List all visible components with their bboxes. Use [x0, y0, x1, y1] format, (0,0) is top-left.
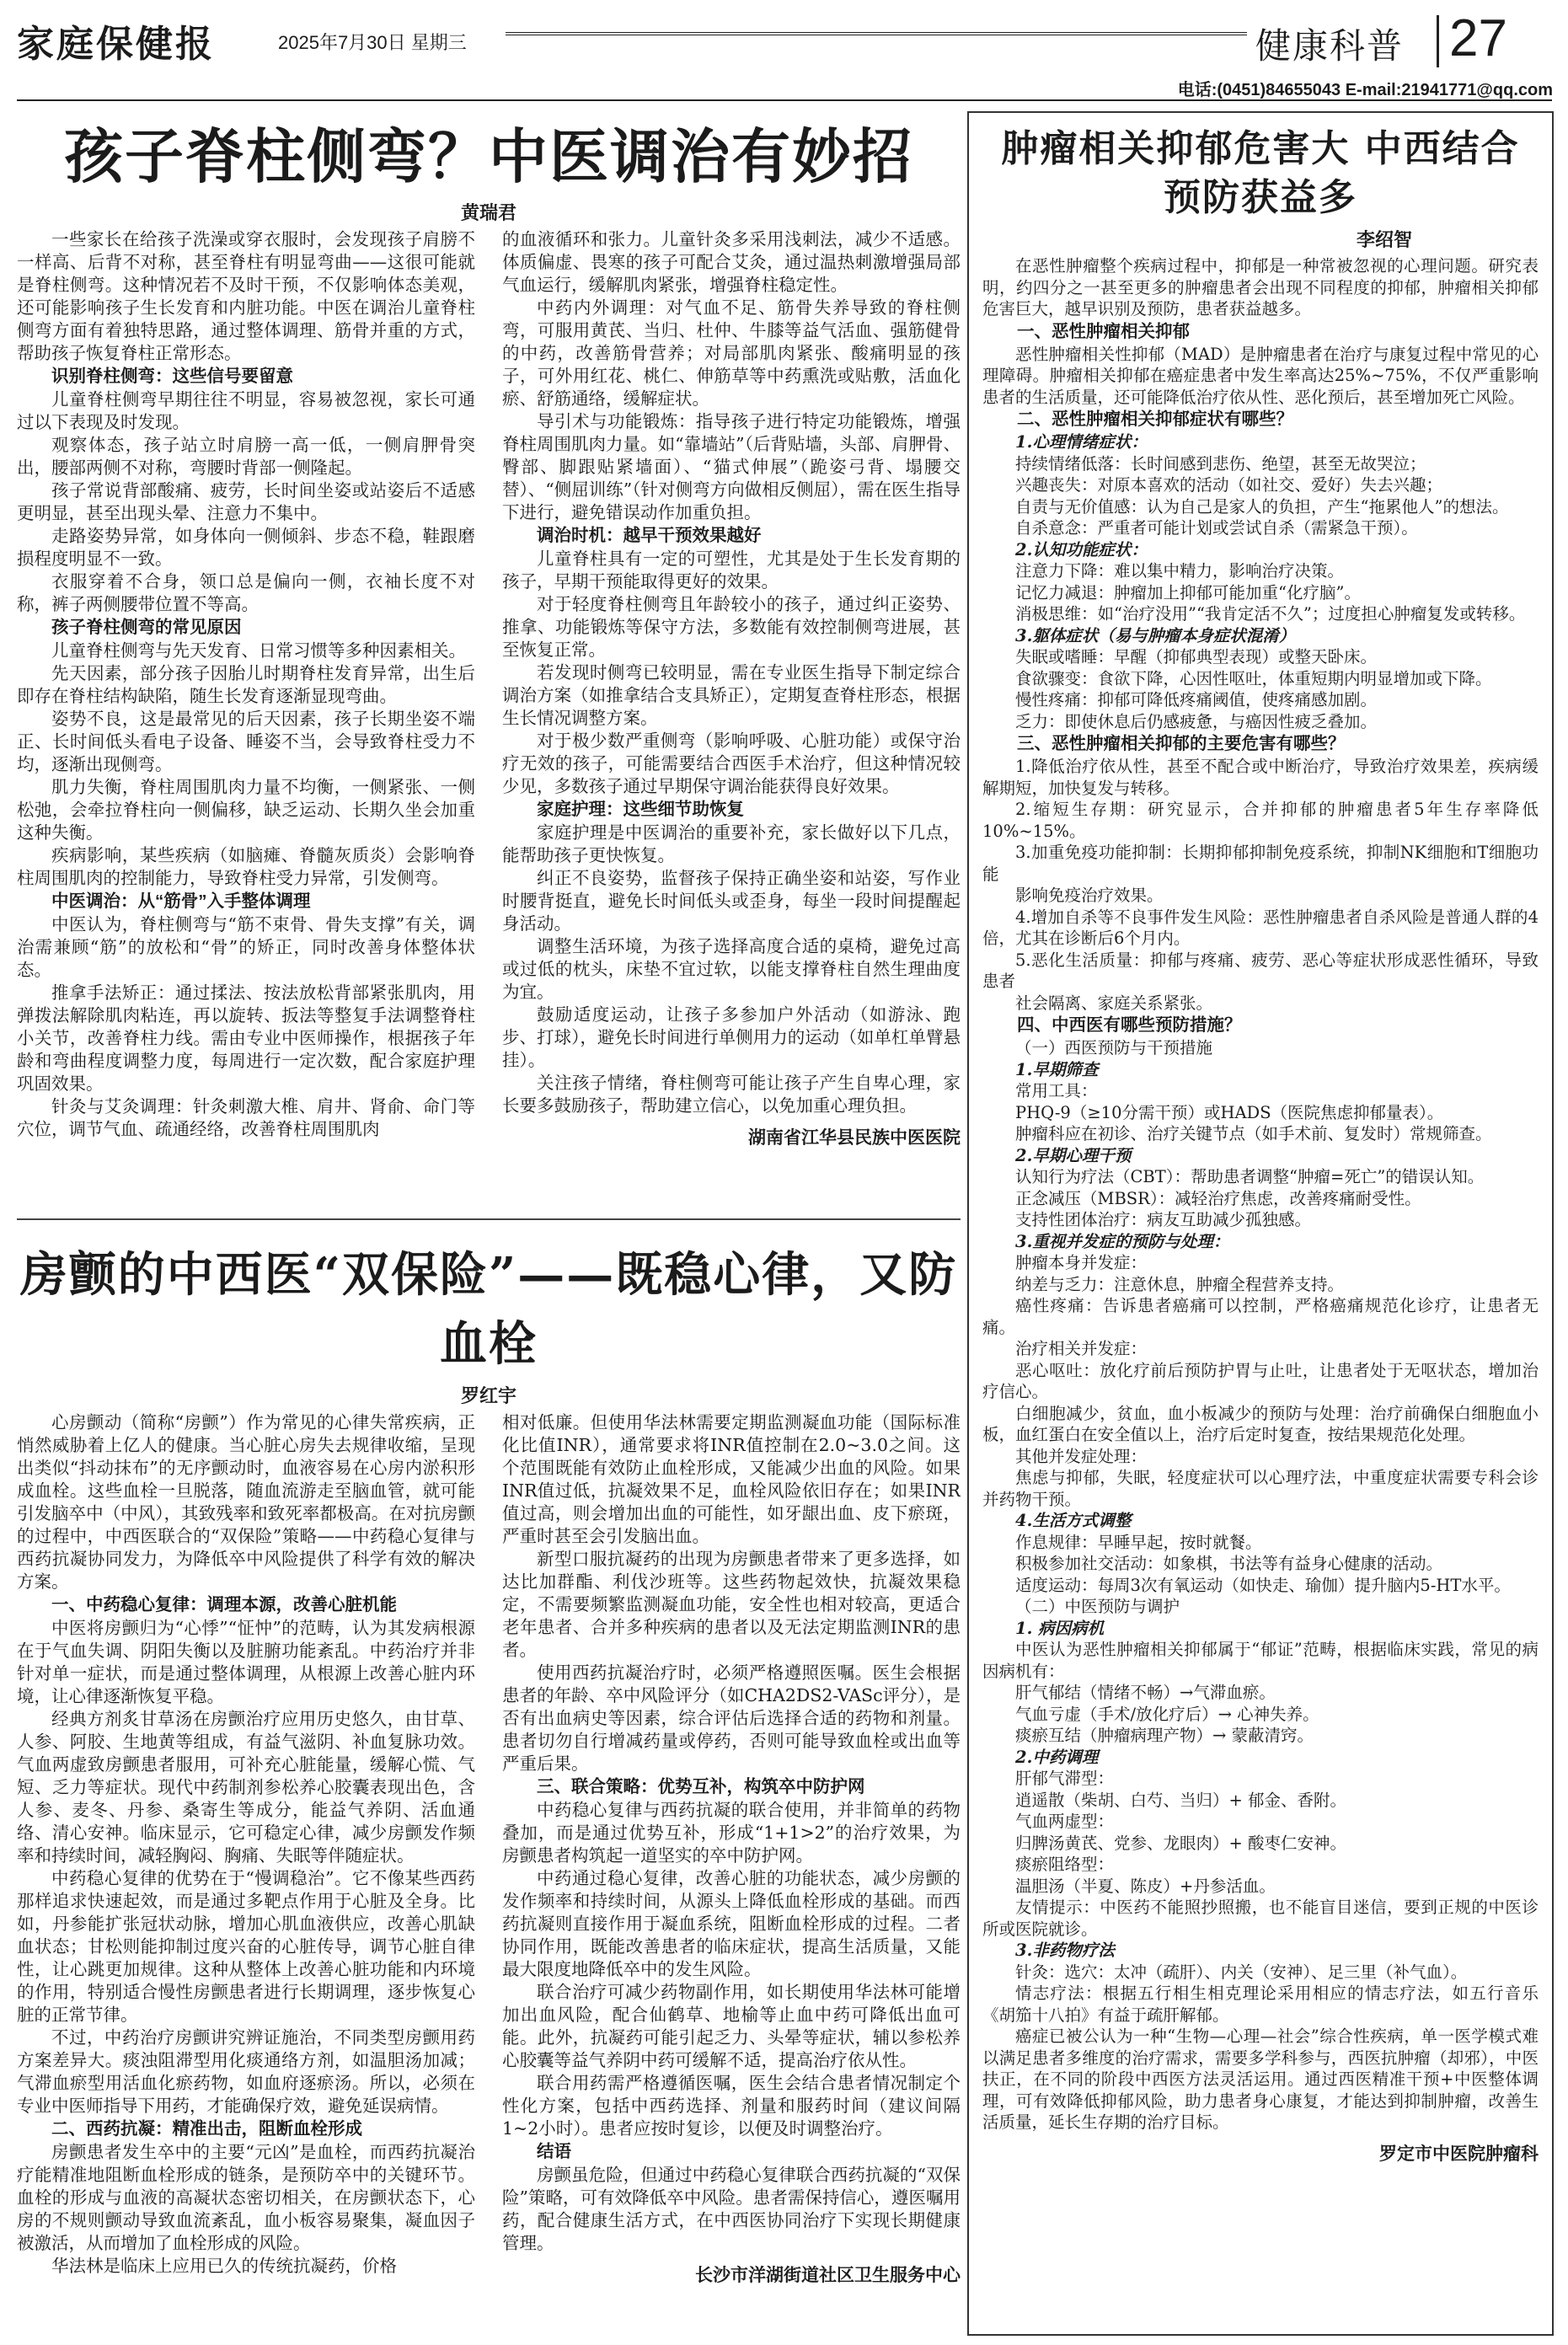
section-heading: 四、中西医有哪些预防措施？ — [1017, 1015, 1242, 1035]
article-scoliosis — [17, 111, 961, 1207]
paragraph: 先天因素，部分孩子因胎儿时期脊柱发育异常，出生后即存在脊柱结构缺陷，随生长发育逐渐显现弯曲。 — [17, 663, 475, 706]
paragraph: 肝气郁结（情绪不畅）→气滞血瘀。 — [1015, 1683, 1276, 1702]
paragraph: 不过，中药治疗房颤讲究辨证施治，不同类型房颤用药方案差异大。痰浊阻滞型用化痰通络方剂，如温胆汤加减；气滞血瘀型用活血化瘀药物，如血府逐瘀汤。所以，必须在专业中医师指导下用药，才能确保疗效，避免延误病情。 — [17, 2027, 475, 2116]
paragraph: 中医将房颤归为“心悸”“怔忡”的范畴，认为其发病根源在于气血失调、阴阳失衡以及脏腑功能紊乱。中药治疗并非针对单一症状，而是通过整体调理，从根源上改善心脏内环境，让心律逐渐恢复平稳。 — [17, 1618, 475, 1706]
subsection-heading: 3.重视并发症的预防与处理： — [1015, 1231, 1230, 1251]
article-headline: 房颤的中西医“双保险”——既稳心律，又防血栓 — [19, 1247, 958, 1372]
paragraph: 食欲骤变：食欲下降，心因性呕吐，体重短期内明显增加或下降。 — [1015, 668, 1492, 688]
subsection-heading: 1. 病因病机 — [1015, 1618, 1105, 1638]
article-tumor-depression — [967, 111, 1554, 2336]
section-heading: 结语 — [537, 2142, 571, 2161]
article-body — [982, 255, 1539, 2166]
paragraph: 中药内外调理：对气血不足、筋骨失养导致的脊柱侧弯，可服用黄芪、当归、杜仲、牛膝等益气活血、强筋健骨的中药，改善筋骨营养；对局部肌肉紧张、酸痛明显的孩子，可外用红花、桃仁、伸筋草等中药熏洗或贴敷，活血化瘀、舒筋通络，缓解症状。 — [502, 297, 961, 409]
paragraph: 对于极少数严重侧弯（影响呼吸、心脏功能）或保守治疗无效的孩子，可能需要结合西医手术治疗，但这种情况较少见，多数孩子通过早期保守调治能获得良好效果。 — [502, 731, 961, 796]
article-author: 黄瑞君 — [460, 202, 516, 223]
paragraph: 针灸与艾灸调理：针灸刺激大椎、肩井、肾俞、命门等穴位，调节气血、疏通经络，改善脊柱周围肌肉 — [17, 1096, 475, 1139]
paragraph: 肿瘤科应在初诊、治疗关键节点（如手术前、复发时）常规筛查。 — [1015, 1124, 1492, 1143]
paragraph: 使用西药抗凝治疗时，必须严格遵照医嘱。医生会根据患者的年龄、卒中风险评分（如CHA2DS2-VASc评分），是否有出血病史等因素，综合评估后选择合适的药物和剂量。患者切勿自行增减药量或停药，否则可能导致血栓或出血等严重后果。 — [502, 1662, 961, 1774]
paragraph: 经典方剂炙甘草汤在房颤治疗应用历史悠久，由甘草、人参、阿胶、生地黄等组成，有益气滋阴、补血复脉功效。气血两虚致房颤患者服用，可补充心脏能量，缓解心慌、气短、乏力等症状。现代中药制剂参松养心胶囊表现出色，含人参、麦冬、丹参、桑寄生等成分，能益气养阴、活血通络、清心安神。临床显示，它可稳定心律，减少房颤发作频率和持续时间，减轻胸闷、胸痛、失眠等伴随症状。 — [17, 1709, 475, 1866]
paragraph: 癌性疼痛：告诉患者癌痛可以控制，严格癌痛规范化诊疗，让患者无痛。 — [982, 1296, 1539, 1337]
paragraph: 关注孩子情绪，脊柱侧弯可能让孩子产生自卑心理，家长要多鼓励孩子，帮助建立信心，以免加重心理负担。 — [502, 1073, 961, 1116]
paragraph: 衣服穿着不合身，领口总是偏向一侧，衣袖长度不对称，裤子两侧腰带位置不等高。 — [17, 571, 475, 614]
paragraph: （一）西医预防与干预措施 — [1015, 1038, 1213, 1057]
author-organization: 罗定市中医院肿瘤科 — [1379, 2144, 1539, 2164]
paragraph: 肿瘤本身并发症： — [1015, 1253, 1148, 1272]
subsection-heading: 2.认知功能症状： — [1015, 539, 1148, 559]
paragraph: 华法林是临床上应用已久的传统抗凝药，价格 — [51, 2256, 397, 2276]
paragraph: 影响免疫治疗效果。 — [1015, 886, 1164, 905]
subsection-heading: 1.心理情绪症状： — [1015, 432, 1148, 452]
masthead-bottom-rule — [17, 99, 1552, 101]
section-heading: 二、西药抗凝：精准出击，阻断血栓形成 — [51, 2119, 362, 2139]
page-number: 27 — [1449, 9, 1507, 67]
article-column-left — [17, 228, 475, 1149]
section-heading: 三、联合策略：优势互补，构筑卒中防护网 — [537, 1777, 865, 1796]
paragraph: 新型口服抗凝药的出现为房颤患者带来了更多选择，如达比加群酯、利伐沙班等。这些药物起效快，抗凝效果稳定，不需要频繁监测凝血功能，安全性也相对较高，更适合老年患者、合并多种疾病的患者以及无法定期监测INR的患者。 — [502, 1549, 961, 1660]
paragraph: 痰瘀阻络型： — [1015, 1855, 1115, 1874]
paragraph: 中医认为恶性肿瘤相关抑郁属于“郁证”范畴，根据临床实践，常见的病因病机有： — [982, 1640, 1539, 1681]
paragraph: 情志疗法：根据五行相生相克理论采用相应的情志疗法，如五行音乐《胡笳十八拍》有益于疏肝解郁。 — [982, 1984, 1539, 2025]
paragraph: 自责与无价值感：认为自己是家人的负担，产生“拖累他人”的想法。 — [1015, 496, 1509, 517]
article-author: 李绍智 — [1356, 229, 1412, 250]
paragraph: 中药稳心复律的优势在于“慢调稳治”。它不像某些西药那样追求快速起效，而是通过多靶点作用于心脏及全身。比如，丹参能扩张冠状动脉，增加心肌血液供应，改善心肌缺血状态；甘松则能抑制过度兴奋的心脏传导，调节心脏自律性，让心跳更加规律。这种从整体上改善心脏功能和内环境的作用，特别适合慢性房颤患者进行长期调理，逐步恢复心脏的正常节律。 — [17, 1868, 475, 2025]
paragraph: 儿童脊柱侧弯与先天发育、日常习惯等多种因素相关。 — [51, 640, 466, 661]
paragraph: 肌力失衡，脊柱周围肌肉力量不均衡，一侧紧张、一侧松弛，会牵拉脊柱向一侧偏移，缺乏运动、长期久坐会加重这种失衡。 — [17, 777, 475, 843]
paragraph: 恶心呕吐：放化疗前后预防护胃与止吐，让患者处于无呕状态，增加治疗信心。 — [982, 1360, 1539, 1401]
subsection-heading: 3.躯体症状（易与肿瘤本身症状混淆） — [1015, 625, 1296, 645]
paragraph: 肝郁气滞型： — [1015, 1769, 1115, 1788]
article-headline: 肿瘤相关抑郁危害大 中西结合预防获益多 — [1001, 127, 1520, 219]
paragraph: 注意力下降：难以集中精力，影响治疗决策。 — [1015, 561, 1345, 581]
paragraph: 失眠或嗜睡：早醒（抑郁典型表现）或整天卧床。 — [1015, 647, 1378, 667]
section-heading: 家庭护理：这些细节助恢复 — [537, 800, 744, 819]
paragraph: 慢性疼痛：抑郁可降低疼痛阈值，使疼痛感加剧。 — [1015, 690, 1378, 709]
subsection-heading: 3.非药物疗法 — [1015, 1941, 1115, 1960]
paragraph: 自杀意念：严重者可能计划或尝试自杀（需紧急干预）。 — [1015, 518, 1418, 538]
masthead — [0, 0, 1568, 101]
subsection-heading: 2.早期心理干预 — [1015, 1145, 1132, 1165]
article-headline: 孩子脊柱侧弯？中医调治有妙招 — [64, 121, 913, 191]
paragraph: 焦虑与抑郁，失眠，轻度症状可以心理疗法，中重度症状需要专科会诊并药物干预。 — [982, 1468, 1539, 1509]
paragraph: 支持性团体治疗：病友互助减少孤独感。 — [1015, 1210, 1312, 1229]
article-separator — [17, 1218, 961, 1220]
article-column-right — [502, 228, 961, 1149]
article-column-right — [502, 1411, 961, 2287]
paragraph: 归脾汤黄芪、党参、龙眼肉）+ 酸枣仁安神。 — [1015, 1833, 1347, 1853]
paragraph: 联合治疗可减少药物副作用，如长期使用华法林可能增加出血风险，配合仙鹤草、地榆等止血中药可降低出血可能。此外，抗凝药可能引起乏力、头晕等症状，辅以参松养心胶囊等益气养阴中药可缓解不适，提高治疗依从性。 — [502, 1982, 961, 2070]
subsection-heading: 1.早期筛查 — [1015, 1059, 1099, 1079]
paragraph: 3.加重免疫功能抑制：长期抑郁抑制免疫系统，抑制NK细胞和T细胞功能 — [982, 843, 1539, 884]
paragraph: 的血液循环和张力。儿童针灸多采用浅刺法，减少不适感。体质偏虚、畏寒的孩子可配合艾灸，通过温热刺激增强局部气血运行，缓解肌肉紧张，增强脊柱稳定性。 — [502, 229, 961, 295]
paragraph: 家庭护理是中医调治的重要补充，家长做好以下几点，能帮助孩子更快恢复。 — [502, 822, 961, 865]
section-heading: 中医调治：从“筋骨”入手整体调理 — [51, 891, 311, 911]
masthead-rule — [506, 32, 1247, 35]
issue-date: 2025年7月30日 星期三 — [278, 32, 467, 53]
section-heading: 孩子脊柱侧弯的常见原因 — [51, 618, 242, 637]
article-author: 罗红宇 — [460, 1385, 516, 1406]
author-organization: 湖南省江华县民族中医医院 — [748, 1128, 961, 1148]
paragraph: 中药稳心复律与西药抗凝的联合使用，并非简单的药物叠加，而是通过优势互补，形成“1+1>2”的治疗效果，为房颤患者构筑起一道坚实的卒中防护网。 — [502, 1800, 961, 1866]
paragraph: 乏力：即使休息后仍感疲惫，与癌因性疲乏叠加。 — [1015, 711, 1378, 731]
paragraph: 癌症已被公认为一种“生物—心理—社会”综合性疾病，单一医学模式难以满足患者多维度的治疗需求，需要多学科参与，西医抗肿瘤（却邪），中医扶正，在不同的阶段中西医方法灵活运用。通过西医精准干预+中医整体调理，可有效降低抑郁风险，助力患者身心康复，才能达到抑制肿瘤，改善生活质量，延长生存期的治疗目标。 — [982, 2026, 1539, 2132]
paragraph: 相对低廉。但使用华法林需要定期监测凝血功能（国际标准化比值INR），通常要求将INR值控制在2.0~3.0之间。这个范围既能有效防止血栓形成，又能减少出血的风险。如果INR值过低，抗凝效果不足，血栓风险依旧存在；如果INR值过高，则会增加出血的可能性，如牙龈出血、皮下瘀斑，严重时甚至会引发脑出血。 — [502, 1412, 961, 1546]
paragraph: 纳差与乏力：注意休息，肿瘤全程营养支持。 — [1015, 1274, 1345, 1294]
paragraph: 适度运动：每周3次有氧运动（如快走、瑜伽）提升脑内5-HT水平。 — [1015, 1575, 1511, 1595]
paragraph: PHQ-9（≥10分需干预）或HADS（医院焦虑抑郁量表）。 — [1015, 1102, 1444, 1122]
paragraph: 儿童脊柱具有一定的可塑性，尤其是处于生长发育期的孩子，早期干预能取得更好的效果。 — [502, 549, 961, 592]
section-heading: 一、恶性肿瘤相关抑郁 — [1017, 321, 1190, 341]
paragraph: 观察体态，孩子站立时肩膀一高一低，一侧肩胛骨突出，腰部两侧不对称，弯腰时背部一侧隆起。 — [17, 435, 475, 478]
paragraph: 2.缩短生存期：研究显示，合并抑郁的肿瘤患者5年生存率降低10%~15%。 — [982, 800, 1539, 841]
paragraph: 逍遥散（柴胡、白芍、当归）+ 郁金、香附。 — [1015, 1790, 1347, 1810]
paragraph: 在恶性肿瘤整个疾病过程中，抑郁是一种常被忽视的心理问题。研究表明，约四分之一甚至更多的肿瘤患者会出现不同程度的抑郁，肿瘤相关抑郁危害巨大，越早识别及预防，患者获益越多。 — [982, 256, 1539, 319]
paragraph: 纠正不良姿势，监督孩子保持正确坐姿和站姿，写作业时腰背挺直，避免长时间低头或歪身，每坐一段时间提醒起身活动。 — [502, 868, 961, 934]
paragraph: 积极参加社交活动：如象棋，书法等有益身心健康的活动。 — [1015, 1554, 1443, 1573]
paragraph: 儿童脊柱侧弯早期往往不明显，容易被忽视，家长可通过以下表现及时发现。 — [17, 389, 475, 432]
paragraph: 中药通过稳心复律，改善心脏的功能状态，减少房颤的发作频率和持续时间，从源头上降低血栓形成的基础。而西药抗凝则直接作用于凝血系统，阻断血栓形成的过程。二者协同作用，既能改善患者的临床症状，提高生活质量，又能最大限度地降低卒中的发生风险。 — [502, 1868, 961, 1979]
section-heading: 调治时机：越早干预效果越好 — [537, 526, 762, 545]
paragraph: 对于轻度脊柱侧弯且年龄较小的孩子，通过纠正姿势、推拿、功能锻炼等保守方法，多数能有效控制侧弯进展，甚至恢复正常。 — [502, 594, 961, 660]
paragraph: 温胆汤（半夏、陈皮）+丹参活血。 — [1015, 1876, 1276, 1896]
paragraph: 兴趣丧失：对原本喜欢的活动（如社交、爱好）失去兴趣； — [1015, 475, 1443, 495]
section-title: 健康科普 — [1255, 25, 1405, 67]
paragraph: 一些家长在给孩子洗澡或穿衣服时，会发现孩子肩膀不一样高、后背不对称，甚至脊柱有明显弯曲——这很可能就是脊柱侧弯。这种情况若不及时干预，不仅影响体态美观，还可能影响孩子生长发育和内脏功能。中医在调治儿童脊柱侧弯方面有着独特思路，通过整体调理、筋骨并重的方式，帮助孩子恢复脊柱正常形态。 — [17, 229, 475, 363]
paragraph: 房颤虽危险，但通过中药稳心复律联合西药抗凝的“双保险”策略，可有效降低卒中风险。患者需保持信心，遵医嘱用药，配合健康生活方式，在中西医协同治疗下实现长期健康管理。 — [502, 2165, 961, 2253]
paragraph: 中医认为，脊柱侧弯与“筋不束骨、骨失支撑”有关，调治需兼顾“筋”的放松和“骨”的矫正，同时改善身体整体状态。 — [17, 914, 475, 980]
paragraph: 其他并发症处理： — [1015, 1446, 1148, 1466]
paragraph: 鼓励适度运动，让孩子多参加户外活动（如游泳、跑步、打球），避免长时间进行单侧用力的运动（如单杠单臂悬挂）。 — [502, 1004, 961, 1070]
paragraph: 调整生活环境，为孩子选择高度合适的桌椅，避免过高或过低的枕头，床垫不宜过软，以能支撑脊柱自然生理曲度为宜。 — [502, 936, 961, 1002]
paragraph: 房颤患者发生卒中的主要“元凶”是血栓，而西药抗凝治疗能精准地阻断血栓形成的链条，是预防卒中的关键环节。血栓的形成与血液的高凝状态密切相关，在房颤状态下，心房的不规则颤动导致血流紊乱，血小板容易聚集，凝血因子被激活，从而增加了血栓形成的风险。 — [17, 2142, 475, 2253]
paragraph: 4.增加自杀等不良事件发生风险：恶性肿瘤患者自杀风险是普通人群的4倍，尤其在诊断后6个月内。 — [982, 907, 1539, 948]
paragraph: 友情提示：中医药不能照抄照搬，也不能盲目迷信，要到正规的中医诊所或医院就诊。 — [982, 1898, 1539, 1939]
paragraph: 1.降低治疗依从性，甚至不配合或中断治疗，导致治疗效果差，疾病缓解期短，加快复发与转移。 — [982, 757, 1539, 798]
paragraph: 正念减压（MBSR）：减轻治疗焦虑，改善疼痛耐受性。 — [1015, 1188, 1421, 1208]
section-heading: 二、恶性肿瘤相关抑郁症状有哪些？ — [1017, 410, 1293, 429]
paragraph: 气血亏虚（手术/放化疗后）→ 心神失养。 — [1015, 1704, 1319, 1724]
paragraph: 常用工具： — [1015, 1081, 1098, 1100]
paragraph: 痰瘀互结（肿瘤病理产物）→ 蒙蔽清窍。 — [1015, 1726, 1314, 1745]
paragraph: 社会隔离、家庭关系紧张。 — [1015, 993, 1213, 1013]
paragraph: 推拿手法矫正：通过揉法、按法放松背部紧张肌肉，用弹拨法解除肌肉粘连，再以旋转、扳法等整复手法调整脊柱小关节，改善脊柱力线。需由专业中医师操作，根据孩子年龄和弯曲程度调整力度，每周进行一定次数，配合家庭护理巩固效果。 — [17, 982, 475, 1094]
paragraph: 白细胞减少，贫血，血小板减少的预防与处理：治疗前确保白细胞血小板，血红蛋白在安全值以上，治疗后定时复查，按结果规范化处理。 — [982, 1403, 1539, 1444]
subsection-heading: 4.生活方式调整 — [1015, 1511, 1132, 1530]
paragraph: 导引术与功能锻炼：指导孩子进行特定功能锻炼，增强脊柱周围肌肉力量。如“靠墙站”（后背贴墙，头部、肩胛骨、臀部、脚跟贴紧墙面）、“猫式伸展”（跪姿弓背、塌腰交替）、“侧屈训练”（针对侧弯方向做相反侧屈），需在医生指导下进行，避免错误动作加重负担。 — [502, 411, 961, 522]
masthead-divider — [1437, 15, 1439, 67]
paragraph: 联合用药需严格遵循医嘱，医生会结合患者情况制定个性化方案，包括中西药选择、剂量和服药时间（建议间隔1~2小时）。患者应按时复诊，以便及时调整治疗。 — [502, 2073, 961, 2139]
newspaper-name: 家庭保健报 — [17, 23, 215, 66]
paragraph: 作息规律：早睡早起，按时就餐。 — [1015, 1532, 1262, 1552]
paragraph: 认知行为疗法（CBT）：帮助患者调整“肿瘤=死亡”的错误认知。 — [1015, 1167, 1485, 1186]
subsection-heading: 2.中药调理 — [1015, 1747, 1099, 1767]
paragraph: 气血两虚型： — [1015, 1812, 1115, 1831]
section-heading: 一、中药稳心复律：调理本源，改善心脏机能 — [51, 1595, 397, 1614]
paragraph: 5.恶化生活质量：抑郁与疼痛、疲劳、恶心等症状形成恶性循环，导致患者 — [982, 950, 1539, 991]
paragraph: 若发现时侧弯已较明显，需在专业医生指导下制定综合调治方案（如推拿结合支具矫正），定期复查脊柱形态，根据生长情况调整方案。 — [502, 662, 961, 728]
paragraph: 疾病影响，某些疾病（如脑瘫、脊髓灰质炎）会影响脊柱周围肌肉的控制能力，导致脊柱受力异常，引发侧弯。 — [17, 845, 475, 888]
paragraph: 恶性肿瘤相关性抑郁（MAD）是肿瘤患者在治疗与康复过程中常见的心理障碍。肿瘤相关抑郁在癌症患者中发生率高达25%~75%，不仅严重影响患者的生活质量，还可能降低治疗依从性、恶化预后，甚至增加死亡风险。 — [982, 344, 1539, 407]
paragraph: 消极思维：如“治疗没用”“我肯定活不久”；过度担心肿瘤复发或转移。 — [1015, 604, 1526, 624]
section-heading: 三、恶性肿瘤相关抑郁的主要危害有哪些？ — [1017, 734, 1346, 753]
article-atrial-fibrillation — [17, 1240, 961, 2336]
article-column-left — [17, 1411, 475, 2287]
paragraph: 治疗相关并发症： — [1015, 1339, 1148, 1358]
section-heading: 识别脊柱侧弯：这些信号要留意 — [51, 367, 293, 386]
paragraph: 走路姿势异常，如身体向一侧倾斜、步态不稳，鞋跟磨损程度明显不一致。 — [17, 526, 475, 569]
paragraph: 持续情绪低落：长时间感到悲伤、绝望，甚至无故哭泣； — [1015, 453, 1426, 474]
paragraph: 心房颤动（简称“房颤”）作为常见的心律失常疾病，正悄然威胁着上亿人的健康。当心脏心房失去规律收缩，呈现出类似“抖动抹布”的无序颤动时，血液容易在心房内淤积形成血栓。这些血栓一旦脱落，随血流游走至脑血管，就可能引发脑卒中（中风），其致残率和致死率都极高。在对抗房颤的过程中，中西医联合的“双保险”策略——中药稳心复律与西药抗凝协同发力，为降低卒中风险提供了科学有效的解决方案。 — [17, 1412, 475, 1592]
paragraph: 姿势不良，这是最常见的后天因素，孩子长期坐姿不端正、长时间低头看电子设备、睡姿不当，会导致脊柱受力不均，逐渐出现侧弯。 — [17, 709, 475, 774]
contact-info: 电话:(0451)84655043 E-mail:21941771@qq.com — [1177, 81, 1553, 99]
author-organization: 长沙市洋湖街道社区卫生服务中心 — [695, 2266, 961, 2285]
paragraph: 针灸：选穴：太冲（疏肝）、内关（安神）、足三里（补气血）。 — [1015, 1962, 1468, 1982]
paragraph: 孩子常说背部酸痛、疲劳，长时间坐姿或站姿后不适感更明显，甚至出现头晕、注意力不集中。 — [17, 480, 475, 523]
paragraph: （二）中医预防与调护 — [1015, 1597, 1180, 1616]
paragraph: 记忆力减退：肿瘤加上抑郁可能加重“化疗脑”。 — [1015, 582, 1361, 602]
